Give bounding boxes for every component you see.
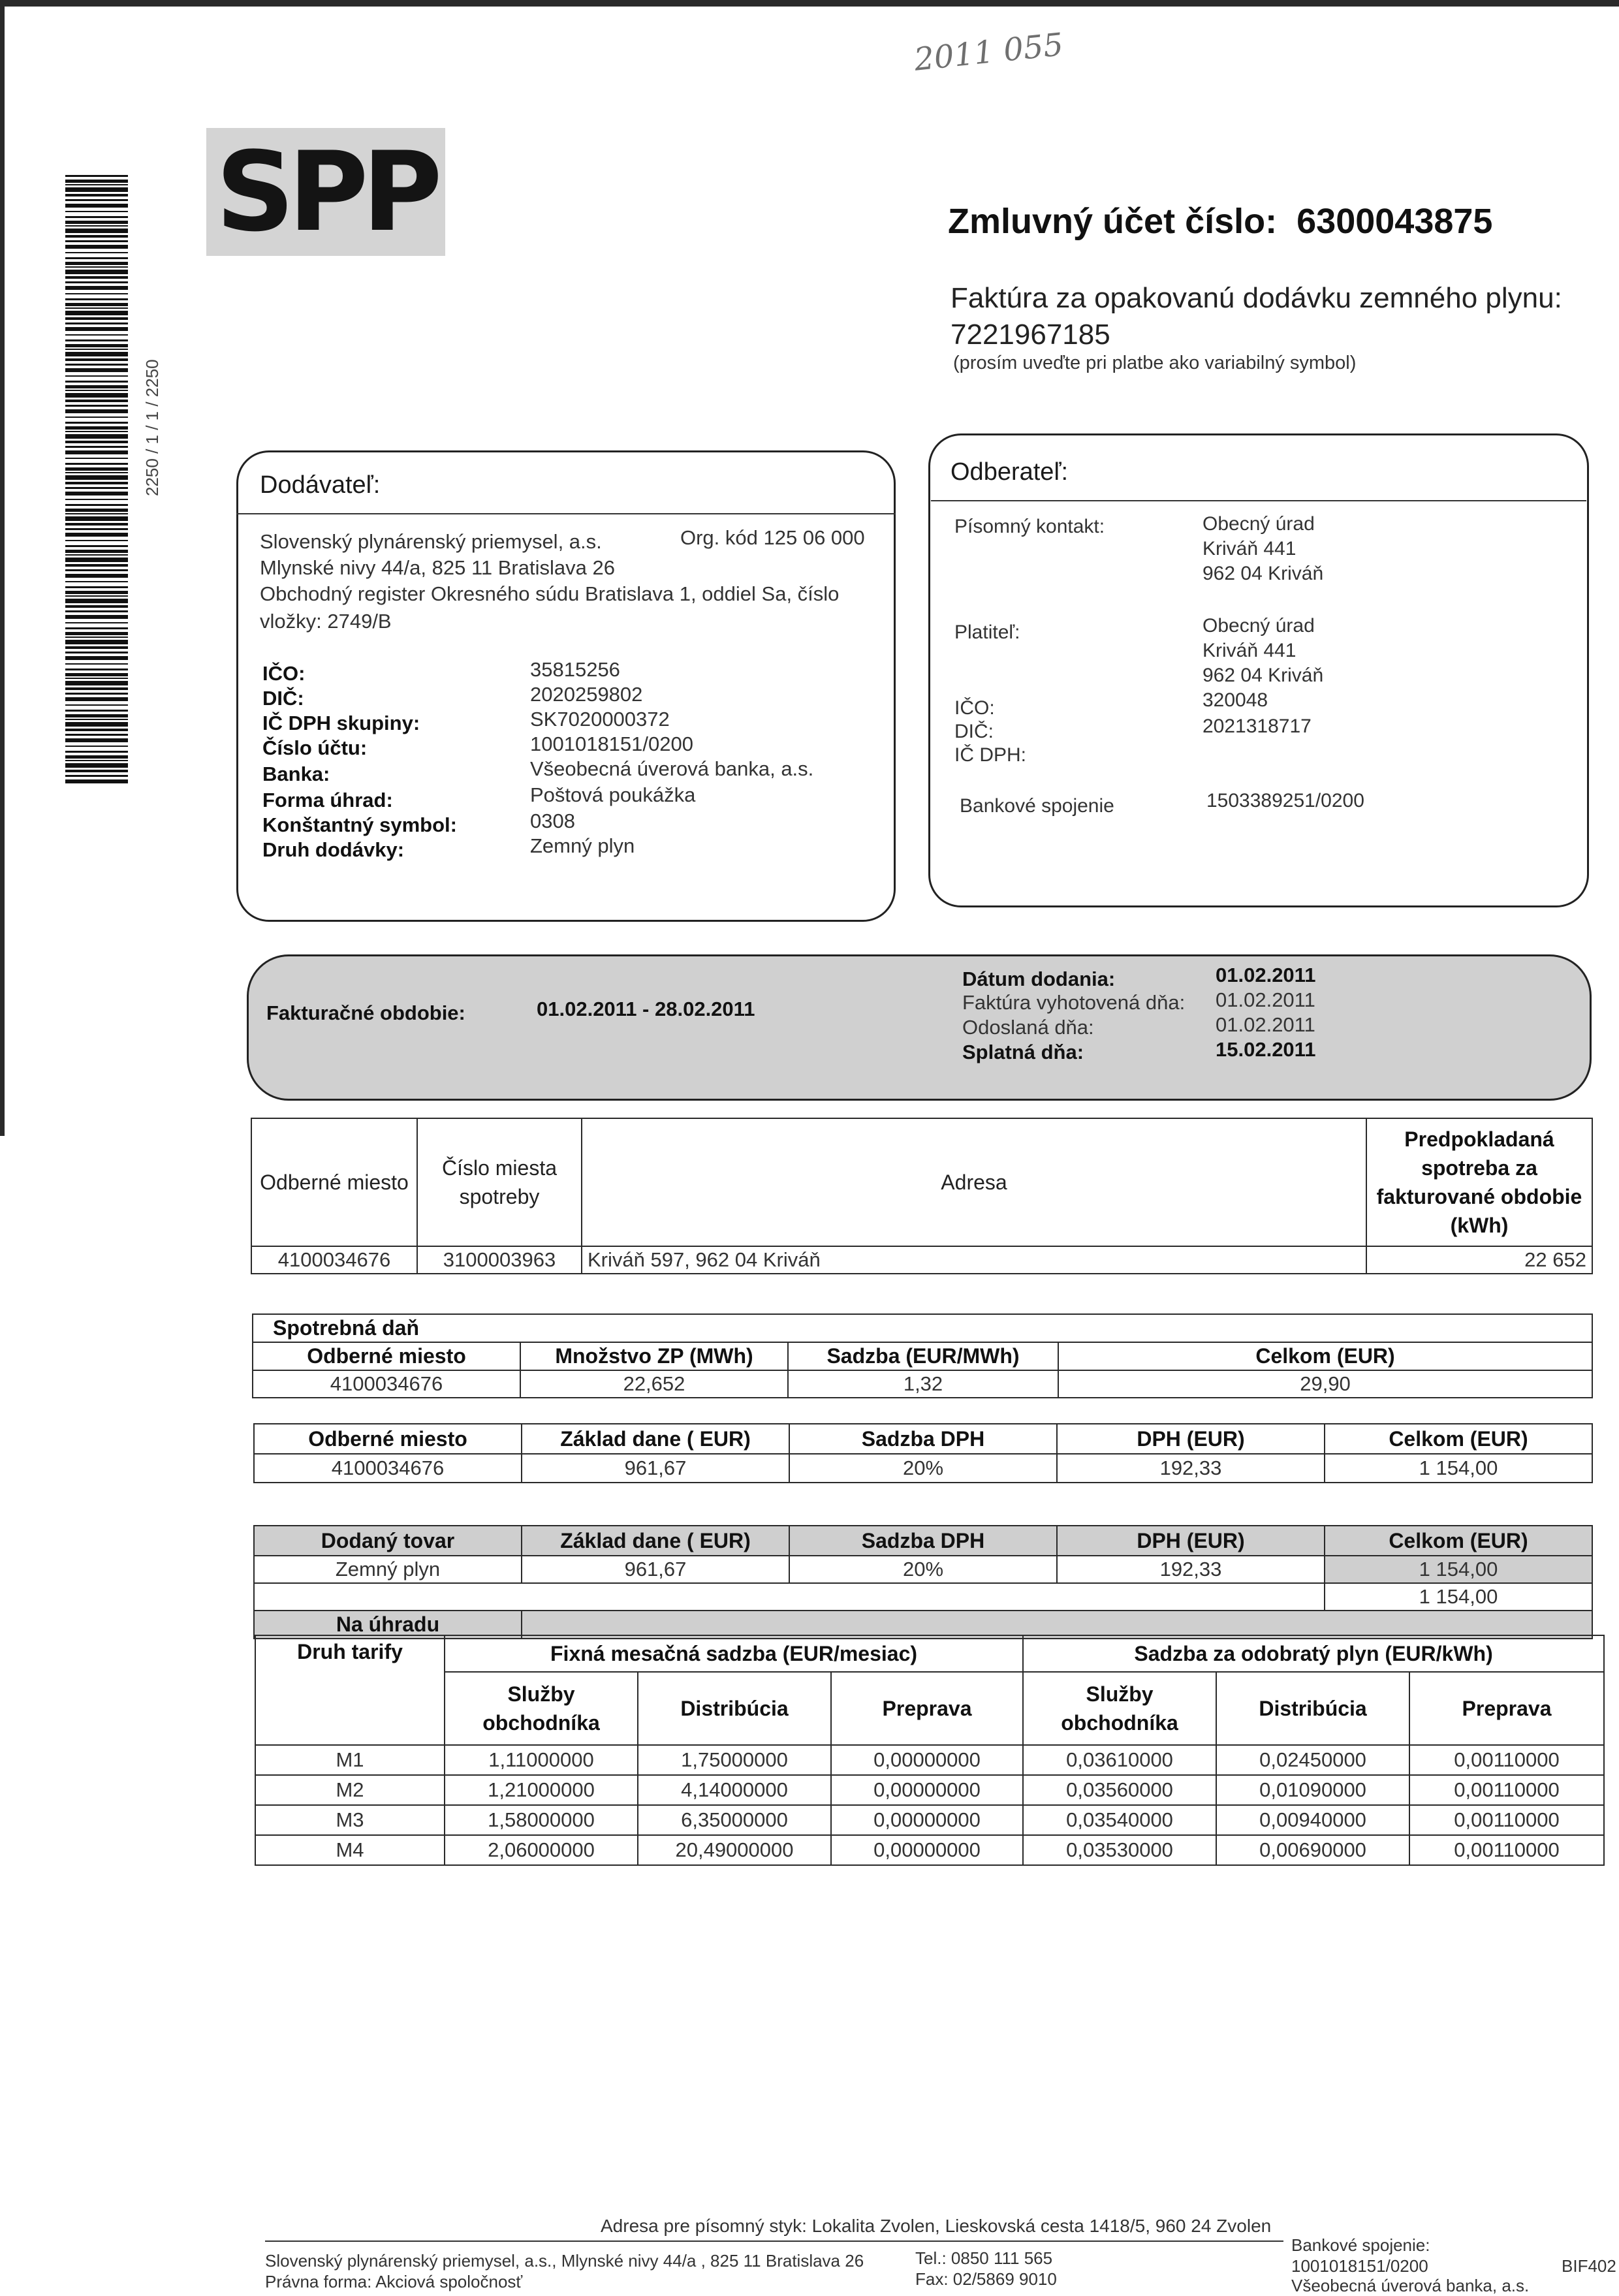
payer-line: Obecný úrad <box>1202 615 1315 637</box>
tariff-cell: M1 <box>255 1745 445 1775</box>
supplier-field-label: Forma úhrad: <box>262 789 393 811</box>
supplier-field-label: Konštantný symbol: <box>262 813 457 836</box>
supplier-field-value: Poštová poukážka <box>530 783 696 806</box>
supplier-field-value: SK7020000372 <box>530 708 670 731</box>
tariff-cell: 0,00110000 <box>1409 1775 1604 1805</box>
consumption-point-id: 3100003963 <box>417 1246 582 1274</box>
footer-divider <box>265 2241 1283 2242</box>
goods-cell: 961,67 <box>522 1556 789 1583</box>
customer-bank-value: 1503389251/0200 <box>1206 790 1364 811</box>
customer-dic-value: 2021318717 <box>1202 716 1312 737</box>
tariff-cell: 0,00110000 <box>1409 1745 1604 1775</box>
delivery-date-label: Dátum dodania: <box>962 967 1116 990</box>
footer-bank-label: Bankové spojenie: <box>1291 2235 1430 2255</box>
supplier-field-value: 0308 <box>530 810 575 832</box>
variable-rate-header: Sadzba za odobratý plyn (EUR/kWh) <box>1023 1635 1604 1672</box>
billing-period-label: Fakturačné obdobie: <box>266 1001 465 1024</box>
excise-cell: 1,32 <box>788 1370 1058 1398</box>
supplier-field-value: 35815256 <box>530 658 620 681</box>
footer-mailing-address: Adresa pre písomný styk: Lokalita Zvolen, Lieskovská cesta 1418/5, 960 24 Zvolen <box>601 2216 1272 2236</box>
goods-table <box>253 1525 1593 1639</box>
tariff-cell: 0,00110000 <box>1409 1805 1604 1835</box>
issue-date-value: 01.02.2011 <box>1216 988 1315 1011</box>
tariff-cell: M3 <box>255 1805 445 1835</box>
footer-company: Slovenský plynárenský priemysel, a.s., Mlynské nivy 44/a , 825 11 Bratislava 26 <box>265 2251 864 2271</box>
goods-cell: 192,33 <box>1057 1556 1325 1583</box>
consumption-header-id: Číslo miesta spotreby <box>417 1118 582 1246</box>
tariff-type-header: Druh tarify <box>255 1635 445 1745</box>
tariff-cell: M2 <box>255 1775 445 1805</box>
tariff-subheader: Distribúcia <box>638 1672 831 1745</box>
invoice-title: Faktúra za opakovanú dodávku zemného plynu: <box>951 282 1562 314</box>
supplier-register-2: vložky: 2749/B <box>260 610 392 633</box>
consumption-header-address: Adresa <box>582 1118 1366 1246</box>
tariff-cell: 4,14000000 <box>638 1775 831 1805</box>
payer-line: 962 04 Kriváň <box>1202 665 1324 686</box>
customer-bank-label: Bankové spojenie <box>960 795 1114 817</box>
vat-cell: 192,33 <box>1057 1454 1325 1483</box>
contact-label: Písomný kontakt: <box>954 516 1105 537</box>
tariff-cell: 0,03560000 <box>1023 1775 1216 1805</box>
tariff-cell: 0,00000000 <box>831 1805 1023 1835</box>
vat-cell: 20% <box>789 1454 1057 1483</box>
goods-subtotal: 1 154,00 <box>1325 1583 1592 1611</box>
billing-period-band <box>247 954 1592 1101</box>
supplier-field-value: Všeobecná úverová banka, a.s. <box>530 757 814 780</box>
sent-date-label: Odoslaná dňa: <box>962 1016 1094 1039</box>
supplier-register: Obchodný register Okresného súdu Bratislava 1, oddiel Sa, číslo <box>260 582 840 605</box>
supplier-field-label: IČO: <box>262 662 306 685</box>
tariff-cell: 20,49000000 <box>638 1835 831 1865</box>
fixed-rate-header: Fixná mesačná sadzba (EUR/mesiac) <box>445 1635 1023 1672</box>
vat-table <box>253 1423 1593 1483</box>
scan-left-border <box>0 0 5 1136</box>
customer-dic-label: DIČ: <box>954 721 994 742</box>
vat-header: Odberné miesto <box>254 1424 522 1454</box>
excise-header: Celkom (EUR) <box>1058 1342 1592 1370</box>
scan-top-border <box>0 0 1619 7</box>
customer-ico-value: 320048 <box>1202 689 1268 711</box>
account-label: Zmluvný účet číslo: <box>948 202 1278 241</box>
tariff-cell: 0,00000000 <box>831 1835 1023 1865</box>
contact-line: Kriváň 441 <box>1202 538 1297 559</box>
payer-label: Platiteľ: <box>954 621 1020 643</box>
due-date-label: Splatná dňa: <box>962 1041 1084 1063</box>
tariff-cell: 0,01090000 <box>1216 1775 1409 1805</box>
goods-cell: 20% <box>789 1556 1057 1583</box>
tariff-cell: 0,00000000 <box>831 1745 1023 1775</box>
contact-line: 962 04 Kriváň <box>1202 563 1324 584</box>
tariff-cell: 1,75000000 <box>638 1745 831 1775</box>
tariff-cell: 0,00000000 <box>831 1775 1023 1805</box>
account-heading <box>948 201 1492 242</box>
tariff-subheader: Distribúcia <box>1216 1672 1409 1745</box>
excise-header: Odberné miesto <box>253 1342 520 1370</box>
footer-fax: Fax: 02/5869 9010 <box>915 2269 1057 2289</box>
tariff-cell: 6,35000000 <box>638 1805 831 1835</box>
customer-ico-label: IČO: <box>954 697 995 719</box>
excise-tax-table <box>252 1313 1593 1398</box>
vat-cell: 961,67 <box>522 1454 789 1483</box>
tariff-table <box>255 1635 1605 1866</box>
supplier-address: Mlynské nivy 44/a, 825 11 Bratislava 26 <box>260 556 615 579</box>
supplier-field-label: DIČ: <box>262 687 304 710</box>
tariff-cell: M4 <box>255 1835 445 1865</box>
footer-bank-name: Všeobecná úverová banka, a.s. <box>1291 2276 1530 2295</box>
account-number: 6300043875 <box>1297 202 1493 241</box>
goods-cell: Zemný plyn <box>254 1556 522 1583</box>
vat-cell: 4100034676 <box>254 1454 522 1483</box>
invoice-note: (prosím uveďte pri platbe ako variabilný symbol) <box>953 353 1357 373</box>
excise-header: Sadzba (EUR/MWh) <box>788 1342 1058 1370</box>
tariff-cell: 0,03610000 <box>1023 1745 1216 1775</box>
tariff-subheader: Preprava <box>1409 1672 1604 1745</box>
goods-header: Sadzba DPH <box>789 1526 1057 1556</box>
footer-bank-account: 1001018151/0200 <box>1291 2256 1428 2276</box>
goods-subtotal-spacer <box>254 1583 1325 1611</box>
supplier-org-code: Org. kód 125 06 000 <box>680 526 865 549</box>
supplier-field-value: 2020259802 <box>530 683 643 706</box>
consumption-table <box>251 1118 1593 1274</box>
tariff-subheader: Služby obchodníka <box>1023 1672 1216 1745</box>
barcode-icon <box>65 175 128 783</box>
tariff-cell: 1,58000000 <box>445 1805 638 1835</box>
goods-header: Celkom (EUR) <box>1325 1526 1592 1556</box>
issue-date-label: Faktúra vyhotovená dňa: <box>962 991 1186 1014</box>
tariff-cell: 0,00690000 <box>1216 1835 1409 1865</box>
delivery-date-value: 01.02.2011 <box>1216 964 1316 986</box>
goods-header: Základ dane ( EUR) <box>522 1526 789 1556</box>
tariff-cell: 0,03530000 <box>1023 1835 1216 1865</box>
consumption-usage: 22 652 <box>1366 1246 1592 1274</box>
excise-cell: 29,90 <box>1058 1370 1592 1398</box>
customer-title: Odberateľ: <box>951 458 1069 486</box>
consumption-address: Kriváň 597, 962 04 Kriváň <box>582 1246 1366 1274</box>
goods-header: Dodaný tovar <box>254 1526 522 1556</box>
payer-line: Kriváň 441 <box>1202 640 1297 661</box>
tariff-cell: 0,00940000 <box>1216 1805 1409 1835</box>
supplier-divider <box>236 513 896 514</box>
excise-cell: 22,652 <box>520 1370 788 1398</box>
supplier-field-label: Číslo účtu: <box>262 736 368 759</box>
supplier-field-value: Zemný plyn <box>530 834 635 857</box>
consumption-header-usage: Predpokladaná spotreba za fakturované obdobie (kWh) <box>1366 1118 1592 1246</box>
spp-logo: SPP <box>215 128 436 256</box>
footer-legal-form: Právna forma: Akciová spoločnosť <box>265 2272 523 2291</box>
invoice-number: 7221967185 <box>951 319 1110 351</box>
goods-header: DPH (EUR) <box>1057 1526 1325 1556</box>
supplier-name: Slovenský plynárenský priemysel, a.s. <box>260 530 602 553</box>
supplier-field-label: IČ DPH skupiny: <box>262 712 420 734</box>
supplier-field-label: Druh dodávky: <box>262 838 405 861</box>
footer-form-code: BIF402 <box>1562 2256 1616 2276</box>
vat-header: DPH (EUR) <box>1057 1424 1325 1454</box>
tariff-cell: 0,03540000 <box>1023 1805 1216 1835</box>
customer-divider <box>931 500 1586 501</box>
excise-header: Množstvo ZP (MWh) <box>520 1342 788 1370</box>
supplier-title: Dodávateľ: <box>260 471 381 499</box>
consumption-header-place: Odberné miesto <box>251 1118 417 1246</box>
tariff-cell: 2,06000000 <box>445 1835 638 1865</box>
vat-header: Základ dane ( EUR) <box>522 1424 789 1454</box>
tariff-cell: 1,11000000 <box>445 1745 638 1775</box>
footer-tel: Tel.: 0850 111 565 <box>915 2248 1053 2268</box>
tariff-subheader: Služby obchodníka <box>445 1672 638 1745</box>
supplier-field-label: Banka: <box>262 763 330 785</box>
amount-due-label: Na úhradu <box>254 1611 522 1639</box>
supplier-field-value: 1001018151/0200 <box>530 732 693 755</box>
vat-cell: 1 154,00 <box>1325 1454 1592 1483</box>
tariff-cell: 0,00110000 <box>1409 1835 1604 1865</box>
barcode-text: 2250 / 1 / 1 / 2250 <box>142 359 162 496</box>
contact-line: Obecný úrad <box>1202 513 1315 535</box>
goods-cell: 1 154,00 <box>1325 1556 1592 1583</box>
handwritten-note: 2011 055 <box>912 26 1065 78</box>
tariff-subheader: Preprava <box>831 1672 1023 1745</box>
due-date-value: 15.02.2011 <box>1216 1038 1316 1061</box>
consumption-place: 4100034676 <box>251 1246 417 1274</box>
customer-icdph-label: IČ DPH: <box>954 744 1027 766</box>
excise-cell: 4100034676 <box>253 1370 520 1398</box>
vat-header: Sadzba DPH <box>789 1424 1057 1454</box>
billing-period-value: 01.02.2011 - 28.02.2011 <box>537 998 755 1020</box>
tariff-cell: 0,02450000 <box>1216 1745 1409 1775</box>
excise-title: Spotrebná daň <box>253 1314 1592 1342</box>
vat-header: Celkom (EUR) <box>1325 1424 1592 1454</box>
tariff-cell: 1,21000000 <box>445 1775 638 1805</box>
sent-date-value: 01.02.2011 <box>1216 1013 1315 1036</box>
